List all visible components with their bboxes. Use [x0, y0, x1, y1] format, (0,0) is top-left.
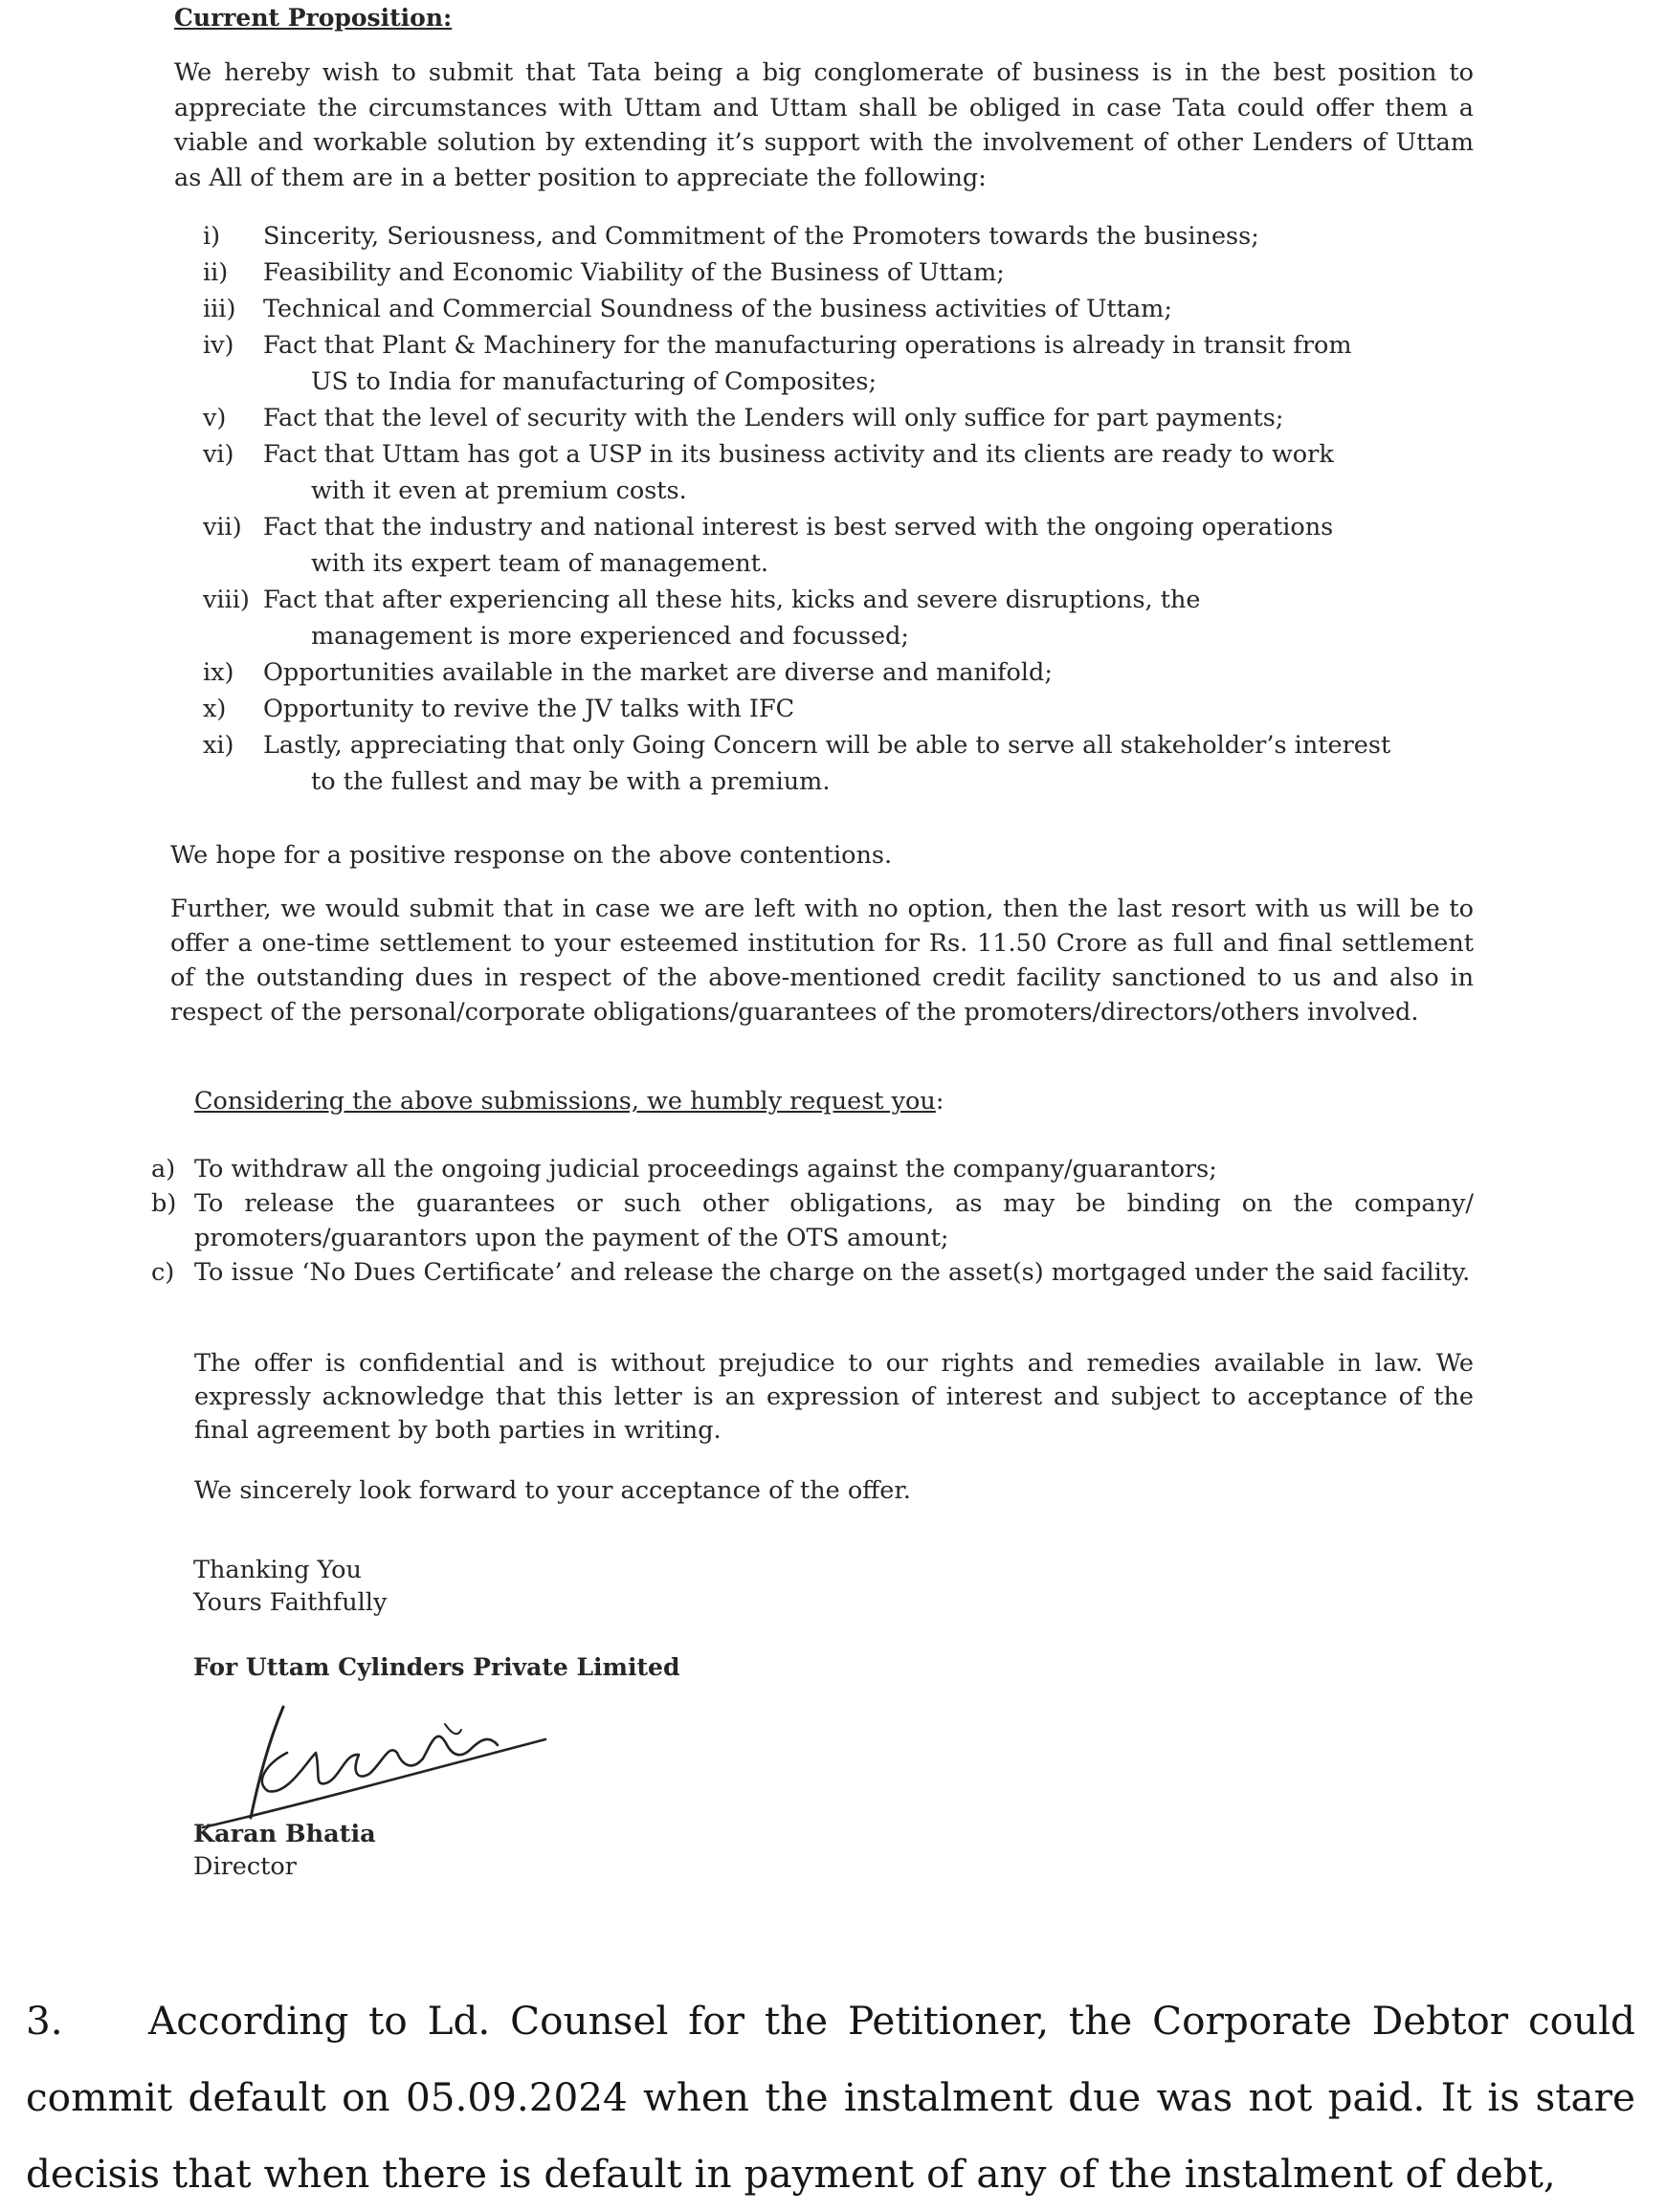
item-number: i): [203, 222, 221, 251]
settlement-paragraph: Further, we would submit that in case we are left with no option, then the last resort with us will be to offer a one-time settlement to your esteemed institution for Rs. 11.50 Crore as full and final settlement of the outstanding dues in respect of the above-mentioned credit facility sanctioned to us and also in respect of the personal/corporate obligations/guarantees of the promoters/directors/others involved.: [170, 895, 1474, 1027]
request-intro-colon: :: [935, 1087, 944, 1116]
requests-list: [151, 1152, 1474, 1290]
list-item: [203, 218, 1476, 254]
item-number: iii): [203, 295, 236, 323]
list-item: [203, 400, 1476, 436]
paragraph-number: 3.: [26, 1998, 63, 2044]
list-item: [203, 654, 1476, 691]
item-continuation: to the fullest and may be with a premium.: [311, 767, 831, 796]
item-number: vi): [203, 440, 234, 469]
item-continuation: with its expert team of management.: [311, 549, 768, 578]
item-text: Opportunity to revive the JV talks with IFC: [263, 695, 795, 723]
item-text: To issue ‘No Dues Certificate’ and release the charge on the asset(s) mortgaged under the said facility.: [194, 1258, 1471, 1287]
company-line: For Uttam Cylinders Private Limited: [193, 1653, 680, 1681]
list-item: [203, 327, 1476, 400]
item-number: b): [151, 1189, 177, 1218]
item-number: ii): [203, 258, 229, 287]
list-item: [203, 509, 1476, 582]
closing-block: [193, 1554, 387, 1619]
signatory-block: [193, 1818, 376, 1883]
thanking-line: Thanking You: [193, 1556, 362, 1584]
request-intro: [194, 1087, 944, 1116]
signatory-title: Director: [193, 1852, 297, 1881]
list-item: [203, 582, 1476, 654]
item-text: Fact that after experiencing all these hits, kicks and severe disruptions, the: [263, 586, 1201, 614]
signatory-name: Karan Bhatia: [193, 1820, 376, 1848]
item-number: vii): [203, 513, 242, 542]
item-number: ix): [203, 658, 234, 687]
item-text: Feasibility and Economic Viability of the Business of Uttam;: [263, 258, 1005, 287]
item-number: viii): [203, 586, 250, 614]
faithfully-line: Yours Faithfully: [193, 1588, 388, 1617]
order-paragraph: [26, 1982, 1635, 2212]
item-number: c): [151, 1258, 175, 1287]
item-text: Fact that the industry and national interest is best served with the ongoing operations: [263, 513, 1334, 542]
item-text: To withdraw all the ongoing judicial proceedings against the company/guarantors;: [194, 1155, 1217, 1183]
item-text: Fact that Plant & Machinery for the manufacturing operations is already in transit from: [263, 331, 1352, 360]
item-number: iv): [203, 331, 234, 360]
list-item: [151, 1186, 1474, 1255]
item-number: a): [151, 1155, 176, 1183]
list-item: [203, 691, 1476, 727]
list-item: [203, 254, 1476, 291]
item-text: Lastly, appreciating that only Going Concern will be able to serve all stakeholder’s interest: [263, 731, 1391, 760]
item-number: v): [203, 404, 227, 432]
item-continuation: management is more experienced and focussed;: [311, 622, 910, 651]
section-heading: Current Proposition:: [174, 4, 453, 32]
list-item: [203, 436, 1476, 509]
confidentiality-paragraph: The offer is confidential and is without prejudice to our rights and remedies available in law. We expressly acknowledge that this letter is an expression of interest and subject to acceptance of the final agreement by both parties in writing.: [194, 1349, 1474, 1445]
item-text: Technical and Commercial Soundness of the business activities of Uttam;: [263, 295, 1172, 323]
item-continuation: US to India for manufacturing of Composites;: [311, 367, 877, 396]
item-text: Fact that the level of security with the Lenders will only suffice for part payments;: [263, 404, 1284, 432]
item-text: Fact that Uttam has got a USP in its business activity and its clients are ready to work: [263, 440, 1334, 469]
signature-icon: [201, 1695, 565, 1829]
intro-paragraph: We hereby wish to submit that Tata being a big conglomerate of business is in the best position to appreciate the circumstances with Uttam and Uttam shall be obliged in case Tata could offer them a viable and workable solution by extending it’s support with the involvement of other Lenders of Uttam as All of them are in a better position to appreciate the following:: [174, 58, 1474, 192]
list-item: [151, 1152, 1474, 1186]
hope-paragraph: We hope for a positive response on the above contentions.: [170, 841, 893, 870]
item-number: xi): [203, 731, 234, 760]
item-text: Opportunities available in the market are diverse and manifold;: [263, 658, 1053, 687]
forward-paragraph: We sincerely look forward to your acceptance of the offer.: [194, 1476, 911, 1505]
points-list: [203, 218, 1476, 800]
item-text: To release the guarantees or such other obligations, as may be binding on the company/ promoters/guarantors upon the payment of the OTS amount;: [194, 1189, 1474, 1252]
list-item: [203, 291, 1476, 327]
paragraph-text: According to Ld. Counsel for the Petitioner, the Corporate Debtor could commit default on 05.09.2024 when the instalment due was not paid. It is stare decisis that when there is default in payment of any of the instalment of debt,: [26, 1998, 1635, 2197]
item-text: Sincerity, Seriousness, and Commitment of the Promoters towards the business;: [263, 222, 1259, 251]
list-item: [151, 1255, 1474, 1290]
request-intro-text: Considering the above submissions, we humbly request you: [194, 1087, 936, 1116]
item-continuation: with it even at premium costs.: [311, 476, 687, 505]
item-number: x): [203, 695, 227, 723]
list-item: [203, 727, 1476, 800]
